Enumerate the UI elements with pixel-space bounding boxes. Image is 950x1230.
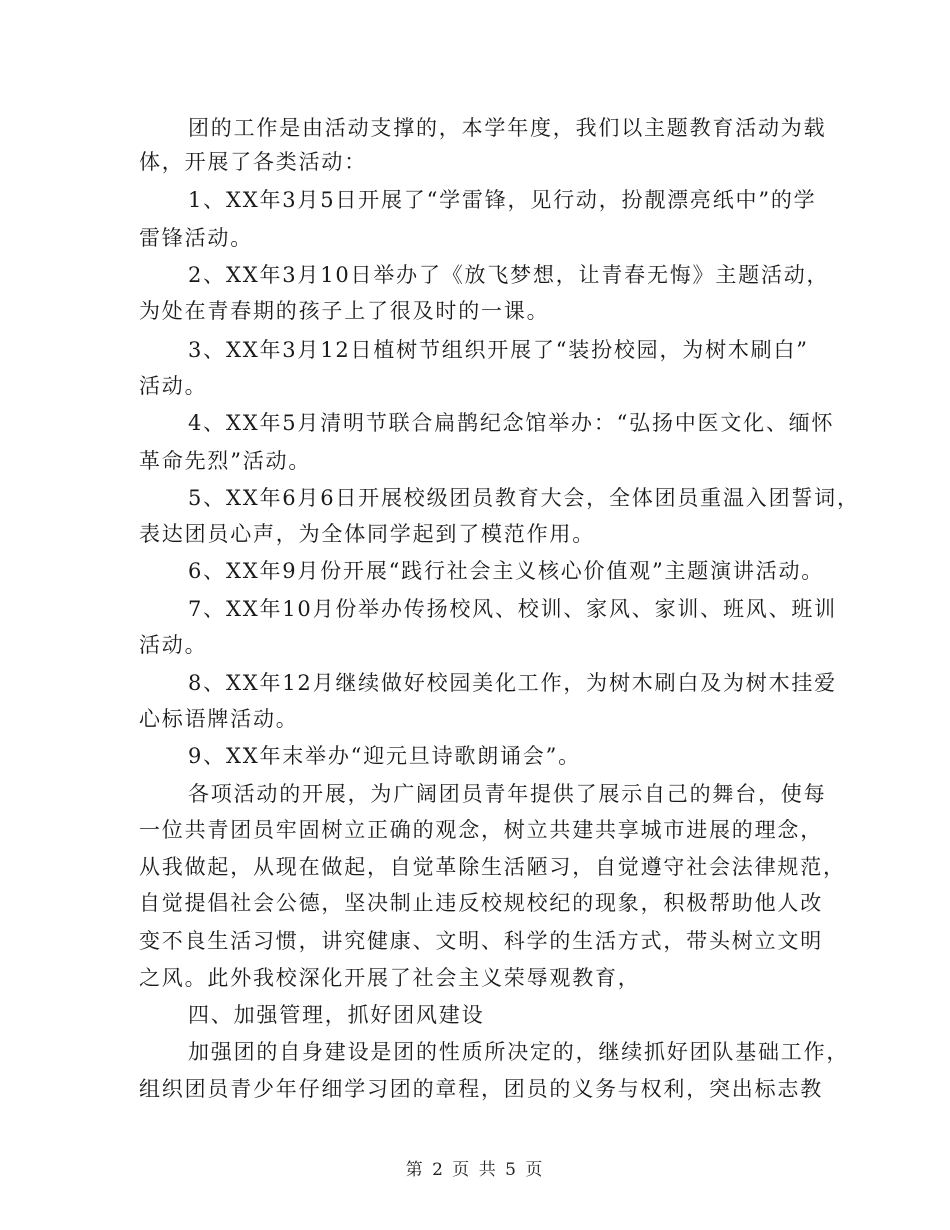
paragraph-line: 革命先烈”活动。 xyxy=(139,449,312,473)
paragraph-line: 9、XX年末举办“迎元旦诗歌朗诵会”。 xyxy=(188,744,581,768)
paragraph-line: 表达团员心声，为全体同学起到了模范作用。 xyxy=(139,522,595,546)
paragraph-line: 活动。 xyxy=(139,633,208,657)
paragraph-line: 体，开展了各类活动： xyxy=(139,150,367,174)
section-heading: 四、加强管理，抓好团风建设 xyxy=(188,1003,485,1027)
paragraph-line: 3、XX年3月12日植树节组织开展了“装扮校园，为树木刷白” xyxy=(188,338,809,362)
paragraph-line: 为处在青春期的孩子上了很及时的一课。 xyxy=(139,299,550,323)
page-number-footer: 第 2 页 共 5 页 xyxy=(405,1160,545,1180)
paragraph-line: 团的工作是由活动支撑的，本学年度，我们以主题教育活动为载 xyxy=(188,116,827,140)
paragraph-line: 心标语牌活动。 xyxy=(139,707,299,731)
paragraph-line: 变不良生活习惯，讲究健康、文明、科学的生活方式，带头树立文明 xyxy=(139,929,823,953)
paragraph-line: 自觉提倡社会公德，坚决制止违反校规校纪的现象，积极帮助他人改 xyxy=(139,891,823,915)
paragraph-line: 2、XX年3月10日举办了《放飞梦想，让青春无悔》主题活动， xyxy=(188,263,830,287)
paragraph-line: 6、XX年9月份开展“践行社会主义核心价值观”主题演讲活动。 xyxy=(188,559,825,583)
paragraph-line: 7、XX年10月份举办传扬校风、校训、家风、家训、班风、班训 xyxy=(188,597,837,621)
paragraph-line: 之风。此外我校深化开展了社会主义荣辱观教育， xyxy=(139,966,641,990)
paragraph-line: 5、XX年6月6日开展校级团员教育大会，全体团员重温入团誓词， xyxy=(188,486,860,510)
paragraph-line: 4、XX年5月清明节联合扁鹊纪念馆举办：“弘扬中医文化、缅怀 xyxy=(188,411,835,435)
paragraph-line: 加强团的自身建设是团的性质所决定的，继续抓好团队基础工作， xyxy=(188,1040,850,1064)
paragraph-line: 雷锋活动。 xyxy=(139,226,253,250)
paragraph-line: 1、XX年3月5日开展了“学雷锋，见行动，扮靓漂亮纸中”的学 xyxy=(188,188,817,212)
paragraph-line: 一位共青团员牢固树立正确的观念，树立共建共享城市进展的理念， xyxy=(139,818,823,842)
paragraph-line: 组织团员青少年仔细学习团的章程，团员的义务与权利，突出标志教 xyxy=(139,1077,823,1101)
paragraph-line: 各项活动的开展，为广阔团员青年提供了展示自己的舞台，使每 xyxy=(188,782,827,806)
paragraph-line: 从我做起，从现在做起，自觉革除生活陋习，自觉遵守社会法律规范， xyxy=(139,855,846,879)
paragraph-line: 活动。 xyxy=(139,374,208,398)
paragraph-line: 8、XX年12月继续做好校园美化工作，为树木刷白及为树木挂爱 xyxy=(188,671,837,695)
